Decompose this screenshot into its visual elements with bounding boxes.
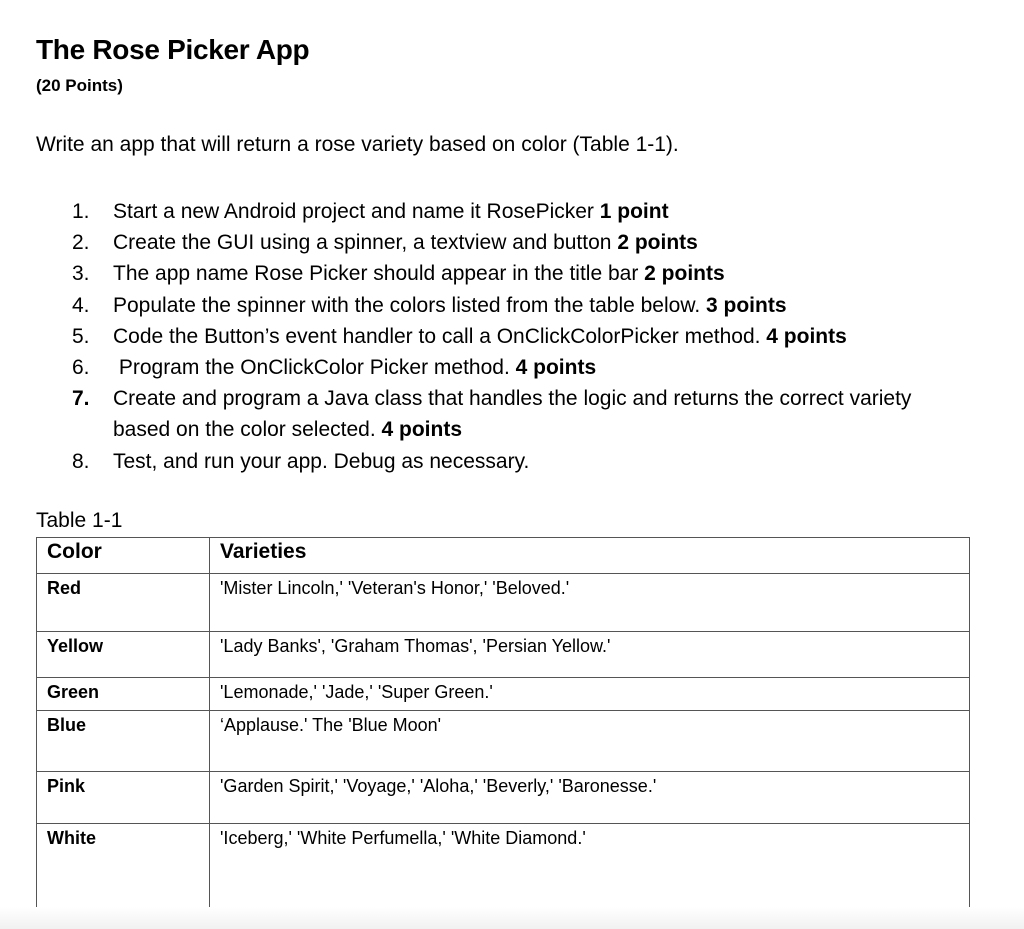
step-number: 6. — [72, 356, 90, 380]
varieties-cell: 'Iceberg,' 'White Perfumella,' 'White Diamond.' — [210, 824, 970, 912]
step-text: Code the Button’s event handler to call a OnClickColorPicker method. 4 points — [113, 324, 847, 348]
color-cell: Pink — [37, 772, 210, 824]
list-item — [72, 258, 952, 289]
step-text: Create and program a Java class that handles the logic and returns the correct variety based on the color selected. 4 points — [113, 387, 912, 442]
varieties-cell: ‘Applause.' The 'Blue Moon' — [210, 711, 970, 772]
color-cell: White — [37, 824, 210, 912]
intro-paragraph: Write an app that will return a rose variety based on color (Table 1-1). — [36, 133, 679, 156]
varieties-cell: 'Garden Spirit,' 'Voyage,' 'Aloha,' 'Beverly,' 'Baronesse.' — [210, 772, 970, 824]
varieties-cell: 'Lemonade,' 'Jade,' 'Super Green.' — [210, 678, 970, 711]
list-item — [72, 196, 952, 227]
step-points: 4 points — [381, 418, 463, 442]
table-row — [37, 632, 970, 678]
step-text: Populate the spinner with the colors listed from the table below. 3 points — [113, 293, 787, 317]
page-bottom-shadow — [0, 907, 1024, 929]
table-row — [37, 824, 970, 912]
step-points: 2 points — [644, 262, 725, 286]
column-header-varieties: Varieties — [210, 538, 970, 574]
step-points: 2 points — [617, 231, 698, 255]
step-text: The app name Rose Picker should appear in the title bar 2 points — [113, 262, 725, 286]
column-header-color: Color — [37, 538, 210, 574]
step-number: 4. — [72, 293, 90, 317]
step-number: 2. — [72, 231, 90, 255]
color-cell: Blue — [37, 711, 210, 772]
list-item — [72, 446, 952, 477]
document-title: The Rose Picker App — [36, 34, 310, 65]
color-cell: Yellow — [37, 632, 210, 678]
step-number: 8. — [72, 449, 90, 473]
steps-list — [72, 196, 952, 477]
list-item — [72, 227, 952, 258]
step-text: Test, and run your app. Debug as necessary. — [113, 449, 530, 473]
step-points: 1 point — [599, 200, 669, 223]
list-item — [72, 352, 952, 383]
step-text: Start a new Android project and name it RosePicker 1 point — [113, 200, 669, 223]
step-number: 1. — [72, 200, 90, 223]
rose-varieties-table — [36, 537, 970, 912]
color-cell: Red — [37, 574, 210, 632]
table-row — [37, 711, 970, 772]
step-points: 3 points — [706, 293, 787, 317]
varieties-cell: 'Lady Banks', 'Graham Thomas', 'Persian Yellow.' — [210, 632, 970, 678]
table-row — [37, 678, 970, 711]
table-caption: Table 1-1 — [36, 509, 123, 532]
list-item — [72, 383, 952, 445]
points-subtitle: (20 Points) — [36, 76, 123, 95]
table-row — [37, 772, 970, 824]
step-number: 7. — [72, 387, 90, 411]
varieties-cell: 'Mister Lincoln,' 'Veteran's Honor,' 'Beloved.' — [210, 574, 970, 632]
color-cell: Green — [37, 678, 210, 711]
list-item — [72, 321, 952, 352]
table-row — [37, 574, 970, 632]
step-points: 4 points — [766, 324, 847, 348]
step-number: 3. — [72, 262, 90, 286]
step-text: Create the GUI using a spinner, a textview and button 2 points — [113, 231, 698, 255]
table-header-row — [37, 538, 970, 574]
step-points: 4 points — [515, 356, 597, 380]
step-number: 5. — [72, 324, 90, 348]
step-text: Program the OnClickColor Picker method. 4 points — [113, 356, 597, 380]
list-item — [72, 290, 952, 321]
